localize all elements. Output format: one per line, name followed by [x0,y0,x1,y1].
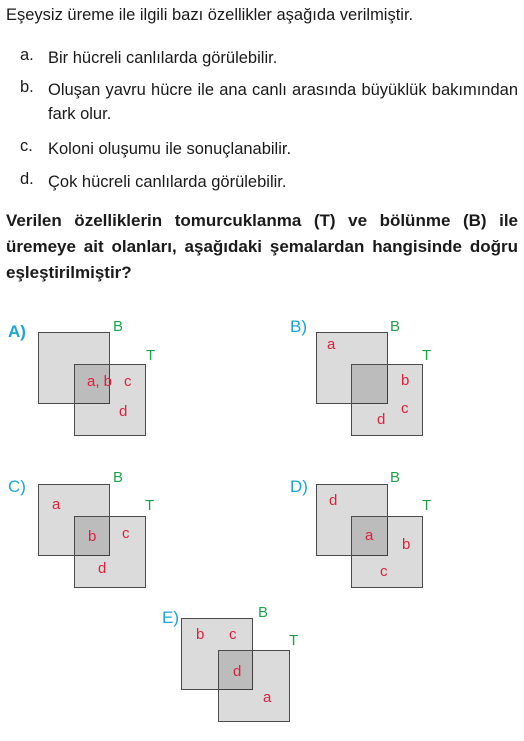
element-t: d [119,403,128,420]
item-label: d. [20,170,34,188]
set-b-label: B [258,604,269,621]
element-both: a, b [87,373,113,390]
element-b: c [229,626,237,643]
set-b-label: B [390,469,401,486]
set-b-label: B [113,318,124,335]
option-label: D) [290,477,308,496]
item-text: Bir hücreli canlılarda görülebilir. [48,49,278,67]
set-t-label: T [146,347,156,364]
set-t-square [351,364,423,436]
item-label: b. [20,78,34,96]
item-text: Koloni oluşumu ile sonuçlanabilir. [48,140,292,158]
set-t-label: T [145,497,155,514]
set-t-label: T [422,497,432,514]
set-t-square [218,650,290,722]
option-label: E) [162,608,179,627]
element-b: a [327,336,336,353]
set-t-label: T [289,632,299,649]
element-t: a [263,689,272,706]
item-text: Çok hücreli canlılarda görülebilir. [48,173,287,191]
element-b: d [329,492,338,509]
set-b-label: B [113,469,124,486]
element-both: a [365,527,374,544]
element-t: c [122,525,130,542]
intro-text: Eşeysiz üreme ile ilgili bazı özellikler aşağıda verilmiştir. [6,6,414,24]
element-t: d [377,411,386,428]
element-t: b [401,372,410,389]
set-t-label: T [422,347,432,364]
option-label: C) [8,477,26,496]
item-label: a. [20,46,34,64]
element-t: c [124,373,132,390]
option-label: A) [8,322,26,341]
set-b-label: B [390,318,401,335]
element-both: b [88,528,97,545]
element-b: b [196,626,205,643]
item-label: c. [20,137,33,155]
element-both: d [233,663,242,680]
element-t: b [402,536,411,553]
element-t: d [98,560,107,577]
question-text: Verilen özelliklerin tomurcuklanma (T) ve bölünme (B) ile üremeye ait olanları, aşağıdaki şemalardan hangisinde doğru eşleştirilmiştir? [6,211,518,282]
item-text: Oluşan yavru hücre ile ana canlı arasında büyüklük bakımından fark olur. [48,81,518,123]
set-t-square [74,516,146,588]
element-t: c [380,563,388,580]
element-t: c [401,400,409,417]
element-b: a [52,496,61,513]
option-label: B) [290,317,307,336]
